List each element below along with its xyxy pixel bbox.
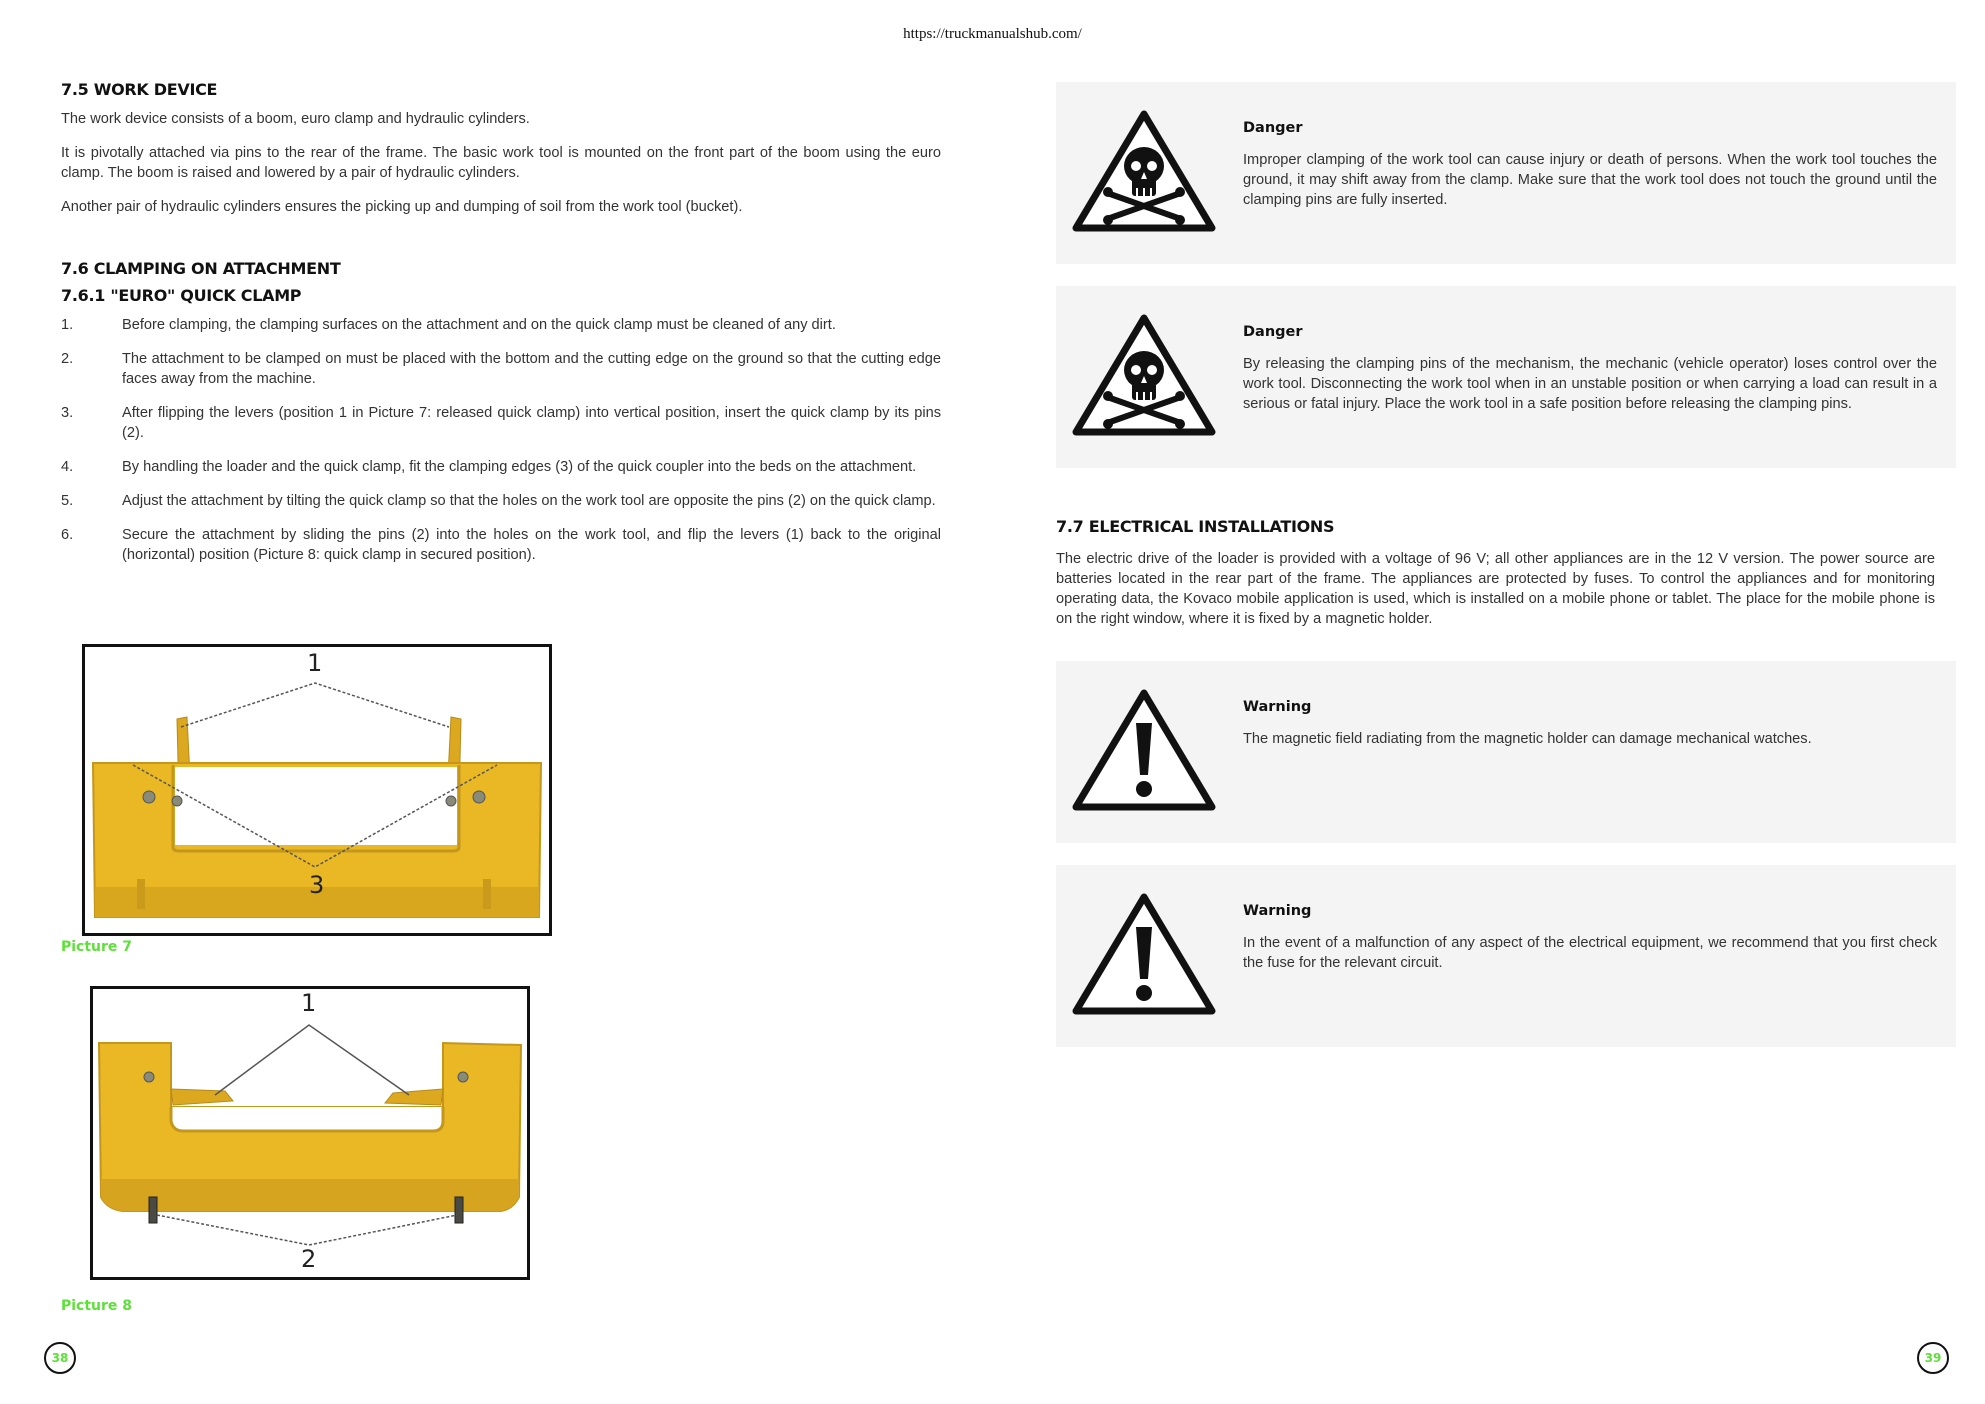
step-number: 1.	[61, 317, 74, 333]
notice-title: Danger	[1243, 324, 1303, 340]
warning-notice	[1056, 661, 1956, 843]
notice-text: By releasing the clamping pins of the mechanism, the mechanic (vehicle operator) loses control over the work tool. Disconnecting the work tool when in an unstable position or when carrying a load can result in a serious or fatal injury. Place the work tool in a safe position before releasing the clamping pins.	[1243, 356, 1937, 412]
picture-8-caption: Picture 8	[61, 1298, 133, 1314]
section-title-7-6: 7.6 CLAMPING ON ATTACHMENT	[61, 259, 341, 278]
left-page-content	[61, 80, 941, 579]
danger-notice	[1056, 286, 1956, 468]
step-number: 5.	[61, 493, 74, 509]
list-item	[61, 525, 941, 565]
step-text: By handling the loader and the quick clamp, fit the clamping edges (3) of the quick coupler into the beds on the attachment.	[122, 459, 917, 475]
skull-warning-icon	[1070, 108, 1218, 236]
picture-8-secured-quick-clamp	[90, 986, 530, 1280]
source-url[interactable]: https://truckmanualshub.com/	[903, 26, 1082, 42]
list-item	[61, 315, 941, 335]
clamping-steps-list	[61, 315, 941, 565]
section-title-7-6-1: 7.6.1 "EURO" QUICK CLAMP	[61, 286, 302, 305]
danger-notice	[1056, 82, 1956, 264]
paragraph: Another pair of hydraulic cylinders ensures the picking up and dumping of soil from the work tool (bucket).	[61, 199, 743, 215]
picture-7-released-quick-clamp	[82, 644, 552, 936]
notice-title: Danger	[1243, 120, 1303, 136]
notice-text: In the event of a malfunction of any aspect of the electrical equipment, we recommend that you first check the fuse for the relevant circuit.	[1243, 935, 1937, 971]
page-number-left: 38	[44, 1342, 76, 1374]
list-item	[61, 349, 941, 389]
paragraph: It is pivotally attached via pins to the rear of the frame. The basic work tool is mounted on the front part of the boom using the euro clamp. The boom is raised and lowered by a pair of hydraulic cylinders.	[61, 145, 941, 181]
picture-8-label-1: 1	[301, 989, 317, 1017]
exclamation-warning-icon	[1070, 891, 1218, 1019]
skull-warning-icon	[1070, 312, 1218, 440]
step-text: After flipping the levers (position 1 in Picture 7: released quick clamp) into vertical position, insert the quick clamp by its pins (2).	[122, 405, 941, 441]
step-text: Adjust the attachment by tilting the quick clamp so that the holes on the work tool are opposite the pins (2) on the quick clamp.	[122, 493, 936, 509]
picture-7-label-3: 3	[309, 871, 325, 899]
step-number: 2.	[61, 351, 74, 367]
notice-title: Warning	[1243, 903, 1312, 919]
warning-notice	[1056, 865, 1956, 1047]
exclamation-warning-icon	[1070, 687, 1218, 815]
notice-text: The magnetic field radiating from the magnetic holder can damage mechanical watches.	[1243, 731, 1812, 747]
list-item	[61, 491, 941, 511]
picture-8-label-2: 2	[301, 1245, 317, 1273]
paragraph: The work device consists of a boom, euro clamp and hydraulic cylinders.	[61, 111, 530, 127]
picture-7-label-1: 1	[307, 649, 323, 677]
step-number: 4.	[61, 459, 74, 475]
step-text: Secure the attachment by sliding the pins (2) into the holes on the work tool, and flip the levers (1) back to the original (horizontal) position (Picture 8: quick clamp in secured position).	[122, 527, 941, 563]
step-number: 3.	[61, 405, 74, 421]
step-number: 6.	[61, 527, 74, 543]
page-number-right: 39	[1917, 1342, 1949, 1374]
section-title-7-5: 7.5 WORK DEVICE	[61, 80, 218, 99]
step-text: The attachment to be clamped on must be placed with the bottom and the cutting edge on the ground so that the cutting edge faces away from the machine.	[122, 351, 941, 387]
section-title-7-7: 7.7 ELECTRICAL INSTALLATIONS	[1056, 517, 1335, 536]
list-item	[61, 403, 941, 443]
notice-text: Improper clamping of the work tool can cause injury or death of persons. When the work tool touches the ground, it may shift away from the clamp. Make sure that the work tool does not touch the ground until the clamping pins are fully inserted.	[1243, 152, 1937, 208]
notice-title: Warning	[1243, 699, 1312, 715]
list-item	[61, 457, 941, 477]
picture-7-caption: Picture 7	[61, 939, 133, 955]
paragraph: The electric drive of the loader is provided with a voltage of 96 V; all other appliances are in the 12 V version. The power source are batteries located in the rear part of the frame. The appliances are protected by fuses. To control the appliances and for monitoring operating data, the Kovaco mobile application is used, which is installed on a mobile phone or tablet. The place for the mobile phone is on the right window, where it is fixed by a magnetic holder.	[1056, 551, 1935, 627]
step-text: Before clamping, the clamping surfaces on the attachment and on the quick clamp must be cleaned of any dirt.	[122, 317, 836, 333]
